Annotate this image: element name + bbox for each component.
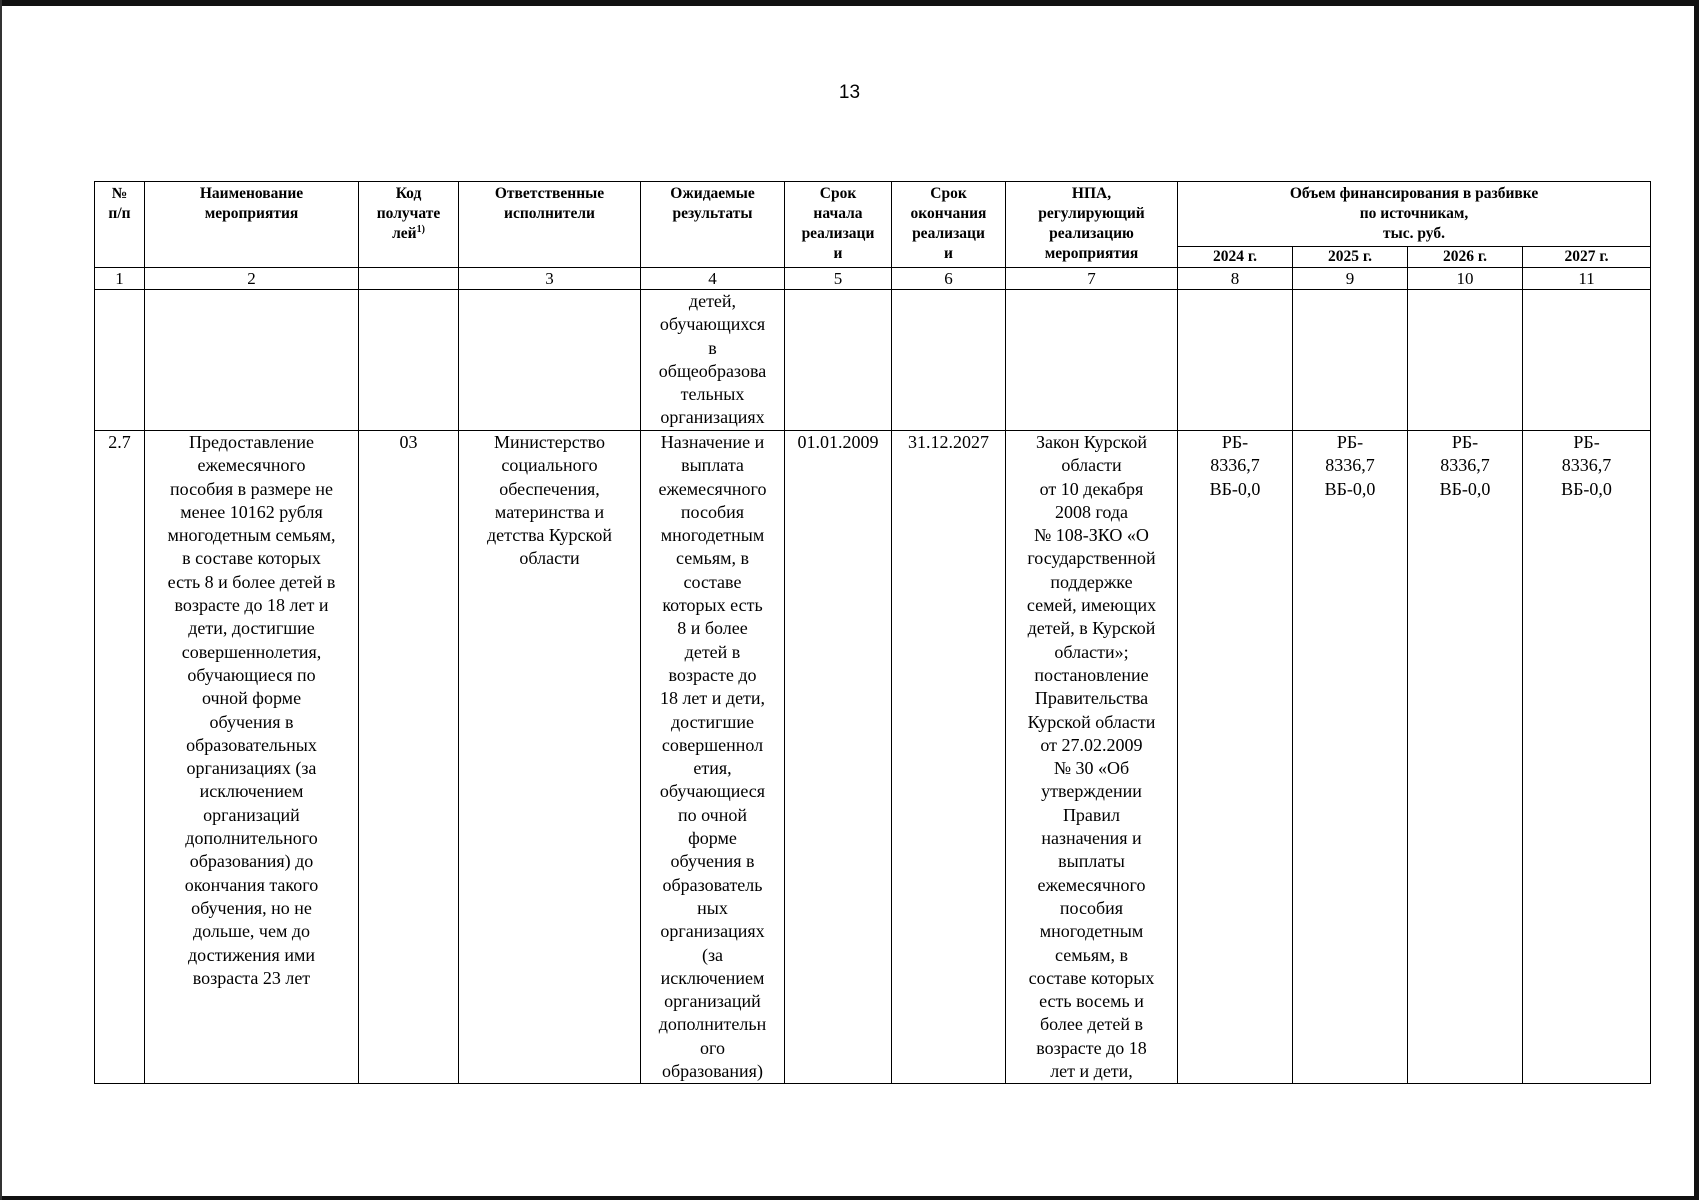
cell-funding-2024: РБ- 8336,7 ВБ-0,0	[1178, 431, 1293, 1084]
header-year-2027: 2027 г.	[1523, 247, 1651, 268]
scan-border-top	[0, 0, 1699, 6]
header-code	[359, 182, 459, 268]
program-activities-table	[94, 181, 1651, 1084]
column-number: 4	[641, 268, 785, 290]
column-number	[359, 268, 459, 290]
table-row-2-7	[95, 431, 1651, 1084]
cell-results: Назначение и выплата ежемесячного пособия многодетным семьям, в составе которых есть 8 и более детей в возрасте до 18 лет и дети, достигшие совершеннол етия, обучающиеся по очной форме обучения в образователь ных организациях (за исключением организаций дополнительн ого образования)	[641, 431, 785, 1084]
cell-empty	[1006, 290, 1178, 431]
cell-start-date: 01.01.2009	[785, 431, 892, 1084]
column-number: 9	[1293, 268, 1408, 290]
cell-empty	[95, 290, 145, 431]
cell-funding-2026: РБ- 8336,7 ВБ-0,0	[1408, 431, 1523, 1084]
cell-name: Предоставление ежемесячного пособия в размере не менее 10162 рубля многодетным семьям, в составе которых есть 8 и более детей в возрасте до 18 лет и дети, достигшие совершеннолетия, обучающиеся по очной форме обучения в образовательных организациях (за исключением организаций дополнительного образования) до окончания такого обучения, но не дольше, чем до достижения ими возраста 23 лет	[145, 431, 359, 1084]
cell-funding-2027: РБ- 8336,7 ВБ-0,0	[1523, 431, 1651, 1084]
cell-empty	[1523, 290, 1651, 431]
header-responsible: Ответственные исполнители	[459, 182, 641, 268]
cell-end-date: 31.12.2027	[892, 431, 1006, 1084]
header-year-2026: 2026 г.	[1408, 247, 1523, 268]
column-number: 3	[459, 268, 641, 290]
header-results: Ожидаемые результаты	[641, 182, 785, 268]
header-num: № п/п	[95, 182, 145, 268]
column-number: 5	[785, 268, 892, 290]
column-number: 1	[95, 268, 145, 290]
header-start: Срок начала реализаци и	[785, 182, 892, 268]
cell-results-continued: детей, обучающихся в общеобразова тельных организациях	[641, 290, 785, 431]
cell-empty	[459, 290, 641, 431]
column-number: 7	[1006, 268, 1178, 290]
header-npa: НПА, регулирующий реализацию мероприятия	[1006, 182, 1178, 268]
cell-num: 2.7	[95, 431, 145, 1084]
cell-empty	[892, 290, 1006, 431]
scan-border-right	[1694, 0, 1699, 1200]
column-number: 11	[1523, 268, 1651, 290]
page-number: 13	[838, 82, 861, 103]
column-numbers-row	[95, 268, 1651, 290]
cell-empty	[1178, 290, 1293, 431]
header-year-2025: 2025 г.	[1293, 247, 1408, 268]
column-number: 2	[145, 268, 359, 290]
cell-empty	[1293, 290, 1408, 431]
column-number: 6	[892, 268, 1006, 290]
header-end: Срок окончания реализаци и	[892, 182, 1006, 268]
scan-border-left	[0, 0, 2, 1200]
cell-empty	[1408, 290, 1523, 431]
header-code-footnote: 1)	[416, 223, 425, 235]
column-number: 8	[1178, 268, 1293, 290]
column-number: 10	[1408, 268, 1523, 290]
header-funding: Объем финансирования в разбивке по источникам, тыс. руб.	[1178, 182, 1651, 247]
header-code-text: Код получате лей	[376, 185, 441, 242]
scan-border-bottom	[0, 1196, 1699, 1200]
cell-code: 03	[359, 431, 459, 1084]
cell-funding-2025: РБ- 8336,7 ВБ-0,0	[1293, 431, 1408, 1084]
cell-empty	[359, 290, 459, 431]
header-year-2024: 2024 г.	[1178, 247, 1293, 268]
cell-empty	[145, 290, 359, 431]
header-name: Наименование мероприятия	[145, 182, 359, 268]
cell-responsible: Министерство социального обеспечения, материнства и детства Курской области	[459, 431, 641, 1084]
cell-npa: Закон Курской области от 10 декабря 2008 года № 108-ЗКО «О государственной поддержке семей, имеющих детей, в Курской области»; постановление Правительства Курской области от 27.02.2009 № 30 «Об утверждении Правил назначения и выплаты ежемесячного пособия многодетным семьям, в составе которых есть восемь и более детей в возрасте до 18 лет и дети,	[1006, 431, 1178, 1084]
cell-empty	[785, 290, 892, 431]
table-row-continuation	[95, 290, 1651, 431]
header-row	[95, 182, 1651, 247]
